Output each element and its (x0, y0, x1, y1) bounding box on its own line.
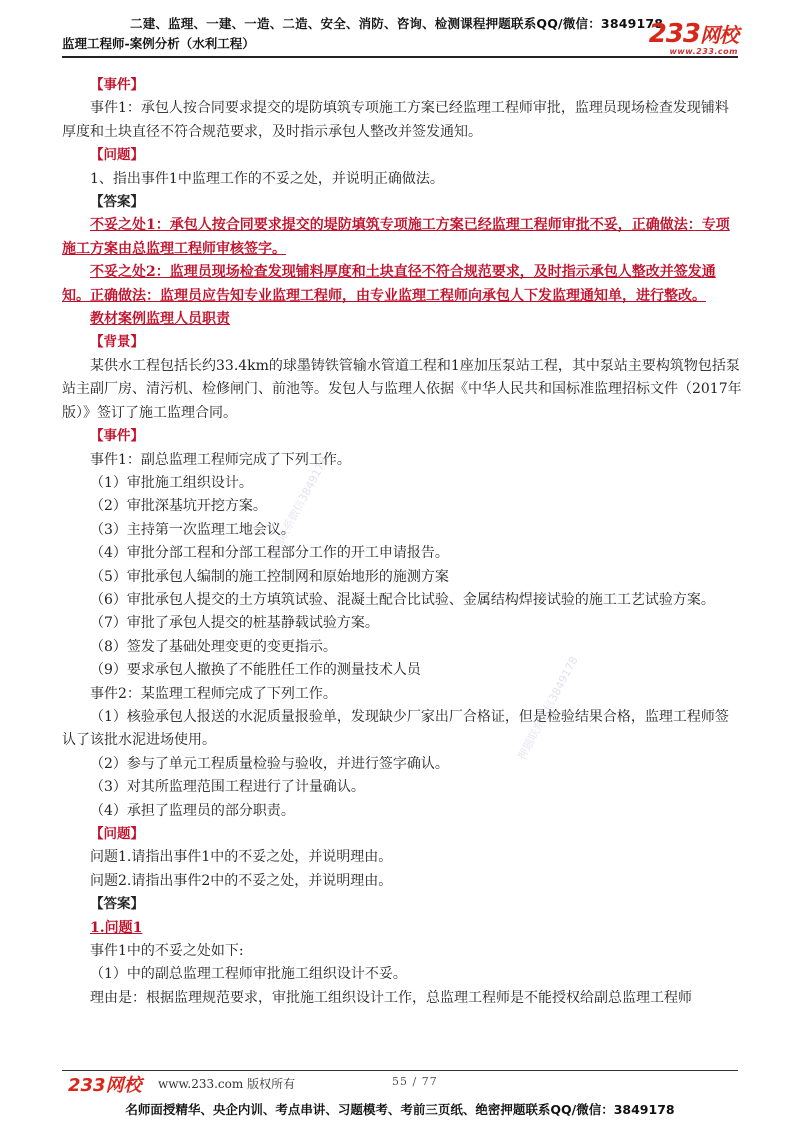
event1-item: （1）审批施工组织设计。 (90, 474, 253, 491)
logo-subtitle: www.233.com (669, 47, 738, 56)
answer-intro: 事件1中的不妥之处如下: (90, 943, 244, 960)
answer-reason: 理由是：根据监理规范要求，审批施工组织设计工作，总监理工程师是不能授权给副总监理工程师 (90, 989, 692, 1006)
question-label: 【问题】 (90, 826, 144, 842)
question-1: 问题1.请指出事件1中的不妥之处，并说明理由。 (90, 849, 393, 866)
event2-item: （2）参与了单元工程质量检验与验收，并进行签字确认。 (90, 755, 449, 772)
event2-item: （1）核验承包人报送的水泥质量报验单，发现缺少厂家出厂合格证，但是检验结果合格，监理工程师签认了该批水泥进场使用。 (62, 708, 729, 749)
question-text: 1、指出事件1中监理工作的不妥之处，并说明正确做法。 (90, 170, 444, 187)
answer-label: 【答案】 (90, 194, 144, 211)
event-label: 【事件】 (90, 77, 144, 93)
event1-item: （5）审批承包人编制的施工控制网和原始地形的施测方案 (90, 568, 449, 585)
event1-item: （3）主持第一次监理工地会议。 (90, 521, 295, 538)
page-number: 55 / 77 (392, 1075, 438, 1088)
event1-item: （4）审批分部工程和分部工程部分工作的开工申请报告。 (90, 545, 449, 562)
event1-item: （6）审批承包人提交的土方填筑试验、混凝土配合比试验、金属结构焊接试验的施工工艺试验方案。 (90, 591, 715, 608)
event1-intro: 事件1：副总监理工程师完成了下列工作。 (90, 451, 351, 468)
header-divider (62, 56, 738, 58)
footer-copyright: www.233.com 版权所有 (158, 1077, 296, 1091)
watermark: 押题联系微信3849178 (515, 654, 581, 763)
event1-item: （2）审批深基坑开挖方案。 (90, 498, 267, 515)
answer-item-1: 不妥之处1：承包人按合同要求提交的堤防填筑专项施工方案已经监理工程师审批不妥，正确做法：专项施工方案由总监理工程师审核签字。 (62, 217, 730, 257)
event1-item: （7）审批了承包人提交的桩基静载试验方案。 (90, 615, 379, 632)
brand-logo[interactable] (648, 19, 738, 56)
event-label: 【事件】 (90, 428, 144, 445)
answer-item: （1）中的副总监理工程师审批施工组织设计不妥。 (90, 966, 407, 983)
watermark: 押题联系微信3849178 (265, 454, 331, 563)
event2-item: （4）承担了监理员的部分职责。 (90, 802, 295, 819)
event2-item: （3）对其所监理范围工程进行了计量确认。 (90, 779, 365, 796)
background-label: 【背景】 (90, 334, 144, 351)
logo-cn: 网校 (700, 23, 738, 47)
question-2: 问题2.请指出事件2中的不妥之处，并说明理由。 (90, 872, 393, 889)
answer-heading: 1.问题1 (90, 919, 143, 936)
document-body (62, 74, 742, 1010)
answer-item-2: 不妥之处2：监理员现场检查发现铺料厚度和土块直径不符合规范要求，及时指示承包人整改并签发通知。正确做法：监理员应告知专业监理工程师，由专业监理工程师向承包人下发监理通知单，进行整改。 (62, 264, 716, 304)
event-text: 事件1：承包人按合同要求提交的堤防填筑专项施工方案已经监理工程师审批，监理员现场检查发现铺料厚度和土块直径不符合规范要求，及时指示承包人整改并签发通知。 (62, 100, 729, 140)
event2-intro: 事件2：某监理工程师完成了下列工作。 (90, 685, 337, 702)
background-text: 某供水工程包括长约33.4km的球墨铸铁管输水管道工程和1座加压泵站工程，其中泵站主要构筑物包括泵站主副厂房、清污机、检修闸门、前池等。发包人与监理人依据《中华人民共和国标准监理招标文件（2017年版）》签订了施工监理合同。 (62, 357, 742, 421)
header-banner: 二建、监理、一建、一造、二造、安全、消防、咨询、检测课程押题联系QQ/微信：3849178 (130, 16, 664, 31)
document-title: 监理工程师-案例分析（水利工程） (62, 36, 255, 51)
footer-promo: 名师面授精华、央企内训、考点串讲、习题模考、考前三页纸、绝密押题联系QQ/微信：3849178 (125, 1102, 675, 1117)
event1-item: （8）签发了基础处理变更的变更指示。 (90, 638, 337, 655)
footer-divider (62, 1070, 738, 1071)
event1-item: （9）要求承包人撤换了不能胜任工作的测量技术人员 (90, 662, 421, 679)
answer-label: 【答案】 (90, 896, 144, 913)
question-label: 【问题】 (90, 147, 144, 164)
section-title: 教材案例监理人员职责 (90, 311, 230, 328)
logo-number: 233 (648, 19, 700, 49)
footer-logo[interactable]: 233网校 (68, 1075, 142, 1096)
